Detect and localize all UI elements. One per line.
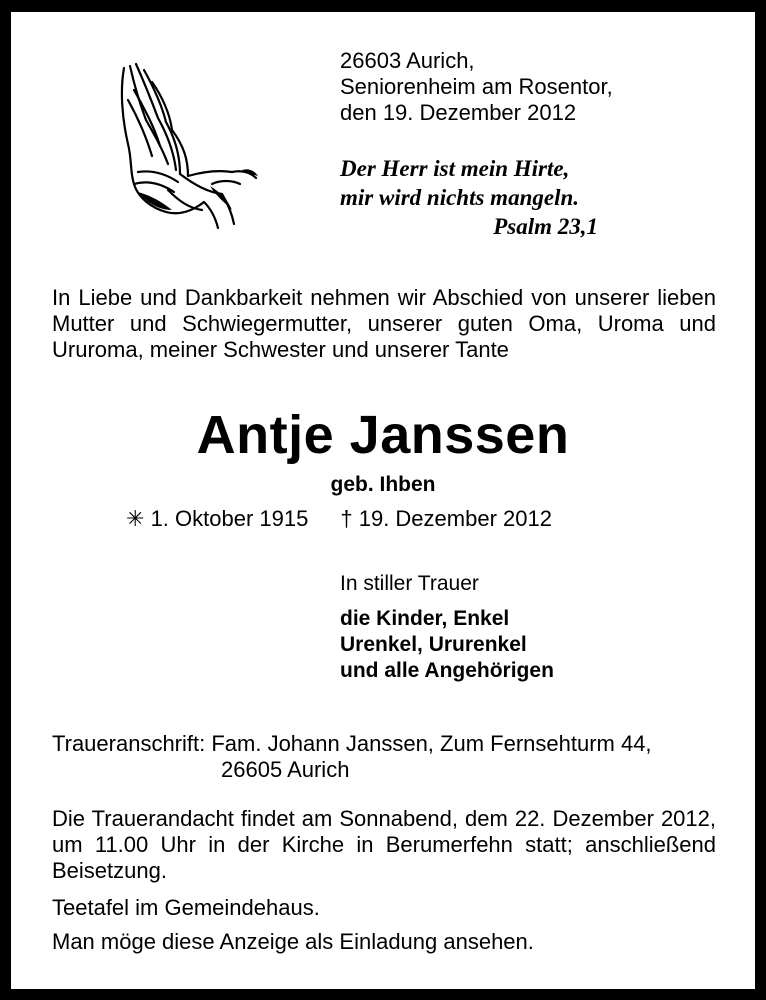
mourning-block — [340, 571, 554, 684]
maiden-name: geb. Ihben — [330, 473, 436, 496]
residence-line: Seniorenheim am Rosentor, — [340, 74, 613, 99]
psalm-line: mir wird nichts mangeln. — [340, 185, 580, 210]
invitation-text: Man möge diese Anzeige als Einladung ansehen. — [52, 929, 534, 954]
death-date: 19. Dezember 2012 — [358, 506, 552, 531]
birth-symbol-icon: ✳ — [126, 506, 145, 531]
mourners-list — [340, 606, 554, 684]
psalm-line: Der Herr ist mein Hirte, — [340, 156, 570, 181]
mourning-intro: In stiller Trauer — [340, 572, 479, 595]
life-dates — [126, 506, 552, 532]
address-line-1: Traueranschrift: Fam. Johann Janssen, Zum Fernsehturm 44, — [52, 731, 652, 756]
mourning-address — [52, 731, 652, 783]
mourner-line: und alle Angehörigen — [340, 659, 554, 682]
place-and-date — [340, 48, 613, 126]
mourner-line: Urenkel, Ururenkel — [340, 633, 527, 656]
date-line: den 19. Dezember 2012 — [340, 100, 577, 125]
address-line-2: 26605 Aurich — [221, 757, 350, 782]
praying-hands-icon — [108, 60, 260, 230]
psalm-quote — [340, 154, 602, 241]
psalm-reference: Psalm 23,1 — [493, 214, 598, 239]
ceremony-text: Die Trauerandacht findet am Sonnabend, dem 22. Dezember 2012, um 11.00 Uhr in der Kirche in Berumerfehn statt; anschließend Beisetzung. — [52, 806, 716, 883]
birth-date: 1. Oktober 1915 — [150, 506, 309, 531]
intro-text: In Liebe und Dankbarkeit nehmen wir Abschied von unserer lieben Mutter und Schwiegermutter, unserer guten Oma, Uroma und Ururoma, meiner Schwester und unserer Tante — [52, 285, 716, 362]
deceased-name: Antje Janssen — [196, 405, 570, 465]
death-symbol-icon: † — [340, 506, 353, 531]
address-line: 26603 Aurich, — [340, 48, 475, 73]
tea-text: Teetafel im Gemeindehaus. — [52, 895, 320, 920]
mourner-line: die Kinder, Enkel — [340, 607, 510, 630]
